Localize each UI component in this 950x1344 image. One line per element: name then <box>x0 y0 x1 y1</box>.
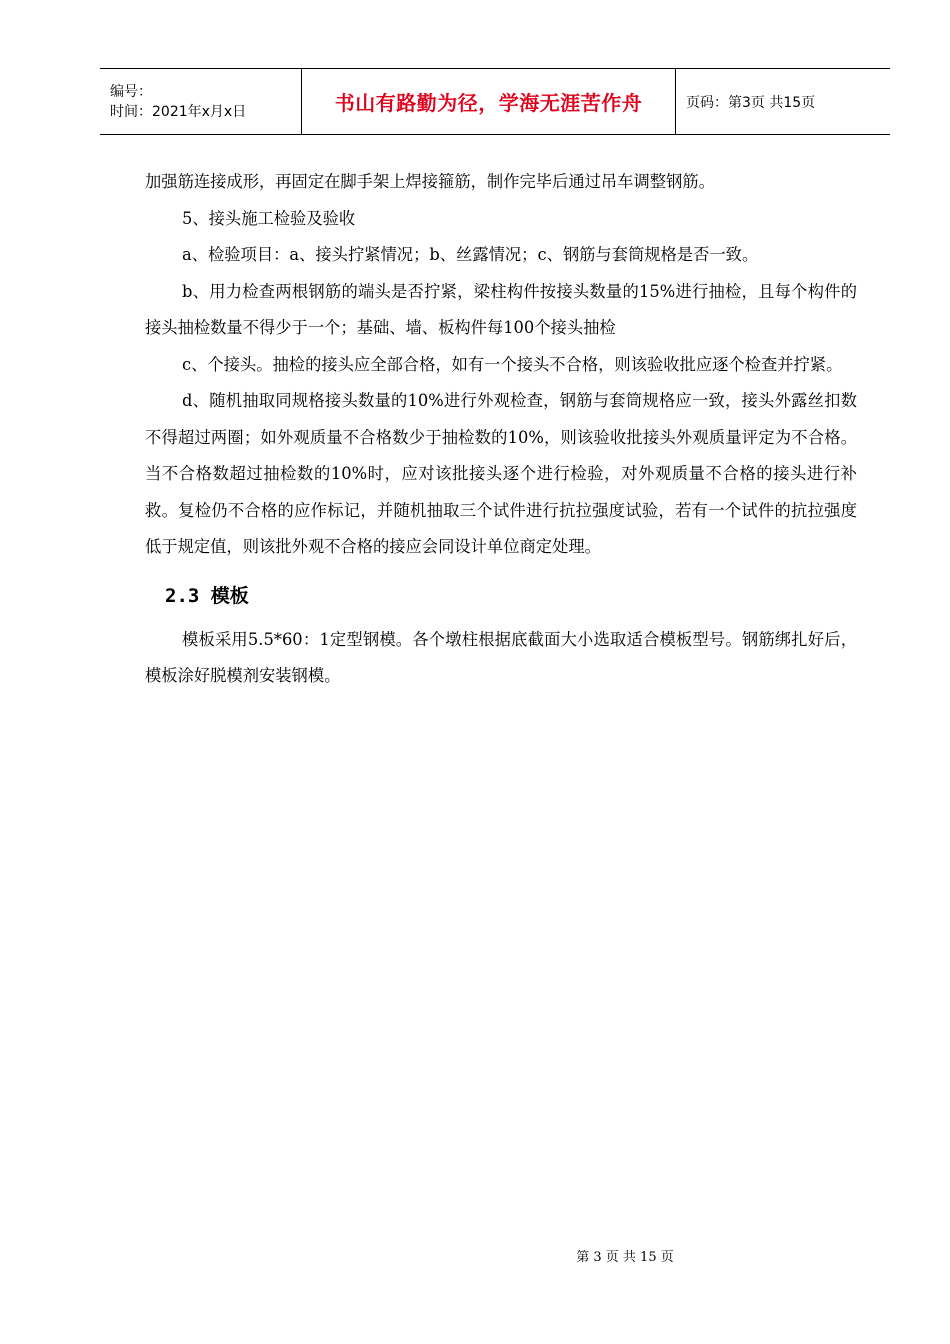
page-footer: 第 3 页 共 15 页 <box>576 1250 674 1265</box>
document-number-label: 编号： <box>110 83 152 100</box>
section-heading: 2.3 模板 <box>165 584 249 607</box>
document-time-label: 时间：2021年x月x日 <box>110 103 247 120</box>
paragraph-item-b: b、用力检查两根钢筋的端头是否拧紧，梁柱构件按接头数量的15%进行抽检，且每个构件的接头抽检数量不得少于一个；基础、墙、板构件每100个接头抽检 <box>145 281 857 337</box>
paragraph-item-a: a、检验项目：a、接头拧紧情况；b、丝露情况；c、钢筋与套筒规格是否一致。 <box>182 245 759 264</box>
paragraph-item-5: 5、接头施工检验及验收 <box>182 208 356 228</box>
header-meta <box>100 69 302 134</box>
document-body <box>145 164 857 695</box>
paragraph-item-c: c、个接头。抽检的接头应全部合格，如有一个接头不合格，则该验收批应逐个检查并拧紧。 <box>182 354 843 374</box>
section-paragraph: 模板采用5.5*60：1定型钢模。各个墩柱根据底截面大小选取适合模板型号。钢筋绑扎好后，模板涂好脱模剂安装钢模。 <box>145 629 857 685</box>
header-page-info: 页码：第3页 共15页 <box>686 94 816 111</box>
paragraph-continuation: 加强筋连接成形，再固定在脚手架上焊接箍筋，制作完毕后通过吊车调整钢筋。 <box>145 172 715 191</box>
page-header <box>100 68 890 135</box>
paragraph-item-d: d、随机抽取同规格接头数量的10%进行外观检查，钢筋与套筒规格应一致，接头外露丝扣数不得超过两圈；如外观质量不合格数少于抽检数的10%，则该验收批接头外观质量评定为不合格。当不合格数超过抽检数的10%时，应对该批接头逐个进行检验，对外观质量不合格的接头进行补救。复检仍不合格的应作标记，并随机抽取三个试件进行抗拉强度试验，若有一个试件的抗拉强度低于规定值，则该批外观不合格的接应会同设计单位商定处理。 <box>145 391 857 556</box>
header-motto: 书山有路勤为径，学海无涯苦作舟 <box>302 69 676 134</box>
